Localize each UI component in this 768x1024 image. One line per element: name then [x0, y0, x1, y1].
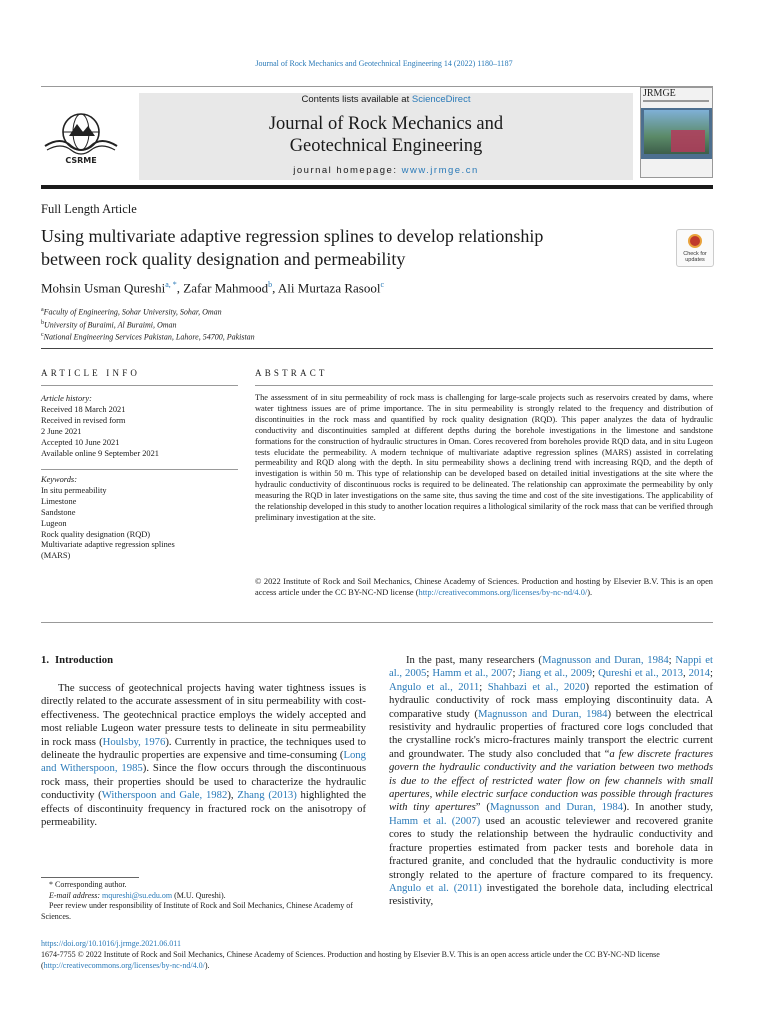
section-heading-introduction: 1. Introduction: [41, 654, 114, 666]
header-rule: [41, 185, 713, 189]
divider: [255, 385, 713, 386]
keywords: Keywords: In situ permeability Limestone Sandstone Lugeon Rock quality designation (RQD) Multivariate adaptive regression splines (MARS): [41, 475, 241, 562]
body-text-run: The success of geotechnical projects having water tightness issues is directly related to the accurate assessment of in situ permeability with cost-effectiveness. The geotechnical practice employs the widely accepted and most reliable Lugeon water pressure tests to delineate in situ permeability in rock mass (: [41, 682, 366, 748]
affiliation-marker: b: [41, 319, 44, 326]
affiliation-item: [41, 305, 255, 318]
body-text-run: In the past, many researchers (: [406, 654, 542, 666]
author-affiliation-marker[interactable]: a, *: [165, 280, 177, 289]
footer-license-link[interactable]: http://creativecommons.org/licenses/by-nc-nd/4.0/: [43, 961, 205, 970]
doi-link[interactable]: https://doi.org/10.1016/j.jrmge.2021.06.011: [41, 939, 181, 948]
body-column-right: [389, 654, 713, 909]
check-updates-icon: [688, 234, 702, 248]
license-link[interactable]: http://creativecommons.org/licenses/by-nc-nd/4.0/: [418, 587, 588, 597]
affiliation-item: [41, 330, 255, 343]
body-text-run: ),: [227, 789, 238, 802]
divider: [41, 469, 238, 470]
corresponding-author-note: * Corresponding author.: [49, 880, 127, 889]
body-text-run: ;: [479, 680, 488, 693]
body-text-run: ,: [682, 667, 689, 680]
body-text-run: ;: [426, 667, 433, 680]
abstract-heading: ABSTRACT: [255, 368, 328, 378]
citation-link[interactable]: Angulo et al., 2011: [389, 680, 480, 693]
article-history: Article history: Received 18 March 2021 Received in revised form 2 June 2021 Accepted 10 June 2021 Available online 9 September 2021: [41, 394, 159, 458]
affiliation-marker: c: [41, 332, 44, 339]
body-text-run: ). Since the flow occurs through the discontinuous rock mass, their properties should be used to characterize the hydraulic conductivity (: [41, 762, 366, 802]
footnotes: [41, 880, 366, 922]
header-divider: [41, 86, 713, 87]
journal-cover-image[interactable]: [640, 87, 713, 178]
keyword-item: In situ permeability: [41, 485, 107, 495]
body-text-run: ). Currently in practice, the techniques used to delineate the hydraulic properties are expensive and time-consuming (: [41, 735, 366, 762]
affiliation-marker: a: [41, 307, 44, 313]
divider: [41, 348, 713, 349]
body-text-run: ). In another study,: [623, 801, 713, 814]
body-column-left: [41, 682, 366, 829]
logo-text: CSRME: [65, 156, 97, 165]
affiliation-text: Faculty of Engineering, Sohar University, Sohar, Oman: [43, 307, 222, 317]
body-text-run: investigated the borehole data, including electrical resistivity,: [389, 881, 713, 908]
journal-title: Journal of Rock Mechanics and Geotechnical Engineering: [268, 114, 504, 156]
citation-link[interactable]: Qureshi et al., 2013: [598, 667, 683, 680]
journal-homepage: journal homepage: www.jrmge.cn: [293, 165, 479, 176]
affiliation-text: University of Buraimi, Al Buraimi, Oman: [44, 320, 177, 330]
citation-link[interactable]: Magnusson and Duran, 1984: [489, 801, 624, 814]
keyword-item: Limestone: [41, 496, 77, 506]
keyword-item: Multivariate adaptive regression splines: [41, 540, 175, 550]
citation-link[interactable]: Hamm et al. (2007): [389, 814, 481, 827]
body-text-run: highlighted the effects of discontinuity frequency in fractured rock on the anisotropy of permeability.: [41, 789, 367, 829]
citation-link[interactable]: Magnusson and Duran, 1984: [477, 707, 608, 720]
email-note: E-mail address: mqureshi@su.edu.om (M.U. Qureshi).: [49, 890, 226, 900]
author-affiliation-marker[interactable]: b: [268, 280, 273, 289]
history-item: Accepted 10 June 2021: [41, 437, 120, 447]
keyword-item: Rock quality designation (RQD): [41, 529, 151, 539]
abstract-text: The assessment of in situ permeability of rock mass is challenging for large-scale projects such as reservoirs created by dams, where water tightness issues are of prime importance. The in situ permeability is strongly related to the frequency and distribution of discontinuities in the rock mass and quantified by rock quality designation (RQD). This paper analyzes the data of hydraulic conductivity and discontinuities sampled at different depths during the borehole investigations in the limestone and sandstone formations for the construction of hydraulic structures in Oman. Cores recovered from boreholes provide RQD data, and in situ Lugeon tests elucidate the permeability. A modern technique of multivariate adaptive regression splines (MARS) assisted in correlating permeability and RQD along with the depth. In situ permeability shows a declining trend with increasing RQD, and the depth of investigation is within 50 m. This type of relationship can be developed based on detailed initial investigations at the site where the hydraulic conductivity of discontinuous rocks is required to be delineated. The relationship can approximate the permeability by only measuring the RQD in later investigations on the same site, thus saving the time and cost of the site investigations. The applicability of the relationship developed in this study to another location requires a lithological similarity of the rock mass that can be verified through preliminary investigation at the site.: [255, 393, 713, 522]
article-title: Using multivariate adaptive regression splines to develop relationship between rock quality designation and permeability: [41, 226, 544, 269]
check-for-updates-button[interactable]: Check for updates: [676, 229, 714, 267]
history-item: Received in revised form: [41, 415, 126, 425]
quoted-text: a few discrete fractures govern the hydraulic conductivity and the variation between two methods is due to the effect of restricted water flow on few channels with small apertures, while electric surface conduction was possible through fractures with tiny apertures: [389, 747, 713, 814]
author-separator: ,: [176, 280, 184, 296]
sciencedirect-link[interactable]: ScienceDirect: [411, 94, 471, 105]
citation-link[interactable]: Magnusson and Duran, 1984: [541, 654, 669, 666]
body-text-run: ;: [668, 654, 676, 666]
body-text-run: ” (: [475, 801, 490, 814]
citation-link[interactable]: Long and Witherspoon, 1985: [41, 749, 366, 775]
history-item: 2 June 2021: [41, 426, 82, 436]
footer: [41, 938, 713, 971]
csrme-logo: [41, 106, 121, 166]
body-text-run: used an acoustic televiewer and recovered granite cores to study the relationship between the hydraulic conductivity and fracture properties estimated from packer tests and borehole data in fractured granite, and concluded that the hydraulic conductivity is more strongly related to the aperture of fracture compared to its frequency.: [389, 814, 713, 881]
journal-citation[interactable]: Journal of Rock Mechanics and Geotechnical Engineering 14 (2022) 1180–1187: [255, 59, 513, 68]
divider: [41, 385, 238, 386]
author-list: [41, 280, 384, 296]
contents-line: Contents lists available at ScienceDirect: [301, 94, 471, 105]
homepage-link[interactable]: www.jrmge.cn: [401, 165, 479, 176]
body-text-run: ;: [592, 667, 599, 680]
author-affiliation-marker[interactable]: c: [380, 280, 385, 289]
affiliation-text: National Engineering Services Pakistan, Lahore, 54700, Pakistan: [43, 332, 255, 342]
abstract-copyright: © 2022 Institute of Rock and Soil Mechanics, Chinese Academy of Sciences. Production and hosting by Elsevier B.V. This is an open access article under the CC BY-NC-ND license (http://creativecommons.org/licenses/by-nc-nd/4.0/).: [255, 577, 713, 597]
divider: [41, 622, 713, 623]
citation-link[interactable]: Jiang et al., 2009: [518, 667, 593, 680]
citation-link[interactable]: Nappi et al., 2005: [389, 654, 713, 680]
email-link[interactable]: mqureshi@su.edu.om: [102, 890, 173, 900]
keyword-item: Sandstone: [41, 507, 76, 517]
body-text-run: ) between the electrical resistivity and hydraulic properties of fractured core logs concluded that the crystalline rock's micro-fractures mainly transport the electric current and groundwater. The study also concluded that “: [389, 707, 713, 760]
issn-license: 1674-7755 © 2022 Institute of Rock and Soil Mechanics, Chinese Academy of Sciences. Production and hosting by Elsevier B.V. This is an open access article under the CC BY-NC-ND license (http://creativecommons.org/licenses/by-nc-nd/4.0/).: [41, 950, 660, 970]
keyword-item: Lugeon: [41, 518, 67, 528]
cover-title: JRMGE: [643, 88, 676, 99]
keyword-item: (MARS): [41, 551, 71, 561]
citation-link[interactable]: 2014: [688, 667, 710, 680]
history-item: Available online 9 September 2021: [41, 448, 159, 458]
author-name[interactable]: Ali Murtaza Rasool: [277, 280, 381, 296]
author-name[interactable]: Zafar Mahmood: [183, 280, 269, 296]
citation-link[interactable]: Witherspoon and Gale, 1982: [101, 789, 228, 802]
citation-link[interactable]: Houlsby, 1976: [102, 735, 166, 748]
citation-link[interactable]: Angulo et al. (2011): [389, 881, 482, 894]
footnote-divider: [41, 877, 139, 878]
citation-link[interactable]: Hamm et al., 2007: [432, 667, 513, 680]
body-text-run: ) reported the estimation of hydraulic conductivity of rock mass employing discontinuity data. A comparative study (: [389, 680, 713, 720]
peer-review-note: Peer review under responsibility of Institute of Rock and Soil Mechanics, Chinese Academy of Sciences.: [41, 901, 353, 921]
affiliation-item: [41, 318, 255, 331]
author-name[interactable]: Mohsin Usman Qureshi: [41, 280, 166, 296]
history-item: Received 18 March 2021: [41, 404, 126, 414]
body-text-run: ;: [710, 667, 713, 680]
article-type: Full Length Article: [41, 202, 137, 216]
citation-link[interactable]: Zhang (2013): [237, 789, 297, 802]
affiliations: [41, 305, 255, 343]
citation-link[interactable]: Shahbazi et al., 2020: [487, 680, 586, 693]
article-info-heading: ARTICLE INFO: [41, 368, 141, 378]
body-text-run: ;: [512, 667, 519, 680]
author-separator: ,: [272, 280, 278, 296]
